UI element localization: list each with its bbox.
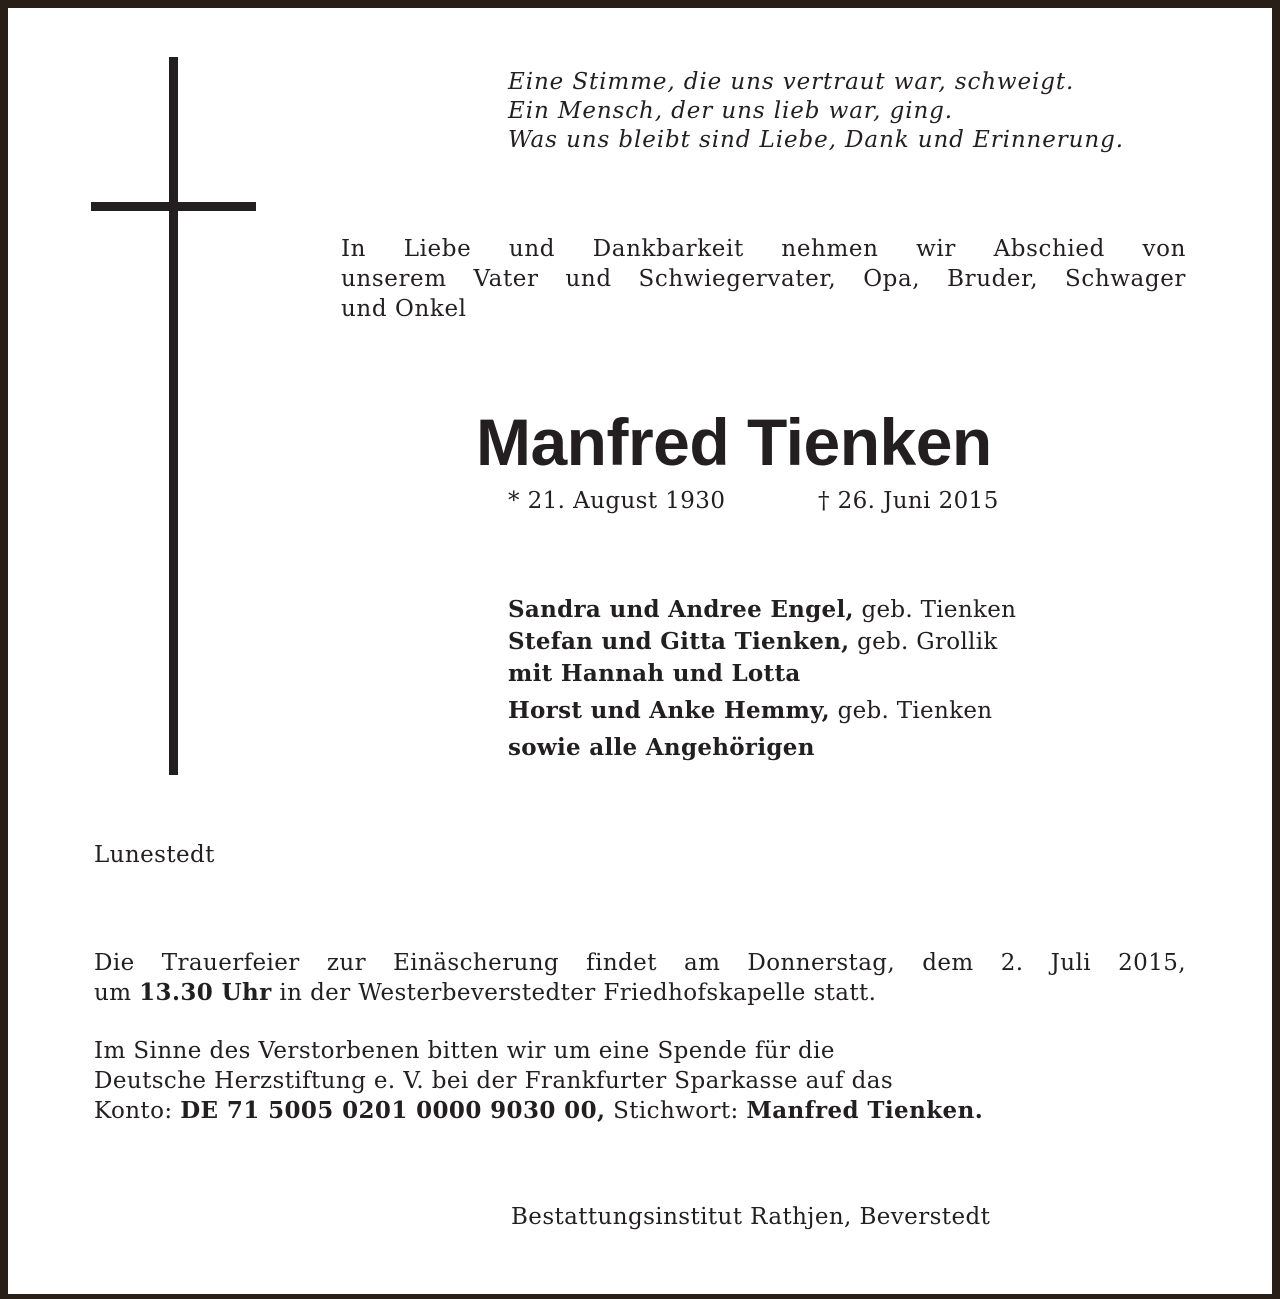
mourner-entry [508,626,1016,658]
donation-iban: DE 71 5005 0201 0000 9030 00, [180,1097,606,1124]
poem [508,68,1124,155]
undertaker: Bestattungsinstitut Rathjen, Beverstedt [511,1204,991,1230]
donation-info [94,1036,983,1126]
service-info [94,949,1186,1008]
mourner-names: Horst und Anke Hemmy, [508,697,830,724]
service-text: um [94,980,140,1006]
donation-keyword: Manfred Tienken. [746,1097,984,1124]
mourner-entry [508,732,1016,764]
death-date: † 26. Juni 2015 [818,488,999,514]
donation-text: Konto: [94,1098,181,1124]
mourner-maiden-name: geb. Tienken [829,698,993,724]
cross-icon-crossbar [91,202,256,211]
poem-line: Was uns bleibt sind Liebe, Dank und Erinnerung. [508,127,1124,153]
mourner-names: Stefan und Gitta Tienken, [508,628,850,655]
donation-text: Stichwort: [605,1098,747,1124]
cross-icon [169,57,178,775]
mourner-entry [508,658,1016,690]
donation-line: Deutsche Herzstiftung e. V. bei der Frankfurter Sparkasse auf das [94,1068,894,1094]
mourner-names: sowie alle Angehörigen [508,734,815,761]
mourners-list [508,594,1016,764]
place-name: Lunestedt [94,842,215,868]
service-line [94,978,1186,1008]
service-line: Die Trauerfeier zur Einäscherung findet am Donnerstag, dem 2. Juli 2015, [94,950,1186,976]
intro-line: In Liebe und Dankbarkeit nehmen wir Abschied von [341,236,1186,262]
intro-text [341,234,1186,324]
mourner-names: mit Hannah und Lotta [508,660,801,687]
intro-line: und Onkel [341,296,467,322]
poem-line: Eine Stimme, die uns vertraut war, schweigt. [508,69,1075,95]
mourner-maiden-name: geb. Grollik [849,629,998,655]
birth-date: * 21. August 1930 [508,488,726,514]
mourner-entry [508,594,1016,626]
deceased-name: Manfred Tienken [476,405,992,479]
service-text: in der Westerbeverstedter Friedhofskapelle statt. [271,980,877,1006]
mourner-entry [508,695,1016,727]
intro-line: unserem Vater und Schwiegervater, Opa, Bruder, Schwager [341,266,1186,292]
donation-line [94,1096,983,1126]
mourner-maiden-name: geb. Tienken [853,597,1017,623]
poem-line: Ein Mensch, der uns lieb war, ging. [508,98,954,124]
mourner-names: Sandra und Andree Engel, [508,596,854,623]
service-time: 13.30 Uhr [139,979,272,1006]
donation-line: Im Sinne des Verstorbenen bitten wir um eine Spende für die [94,1038,835,1064]
